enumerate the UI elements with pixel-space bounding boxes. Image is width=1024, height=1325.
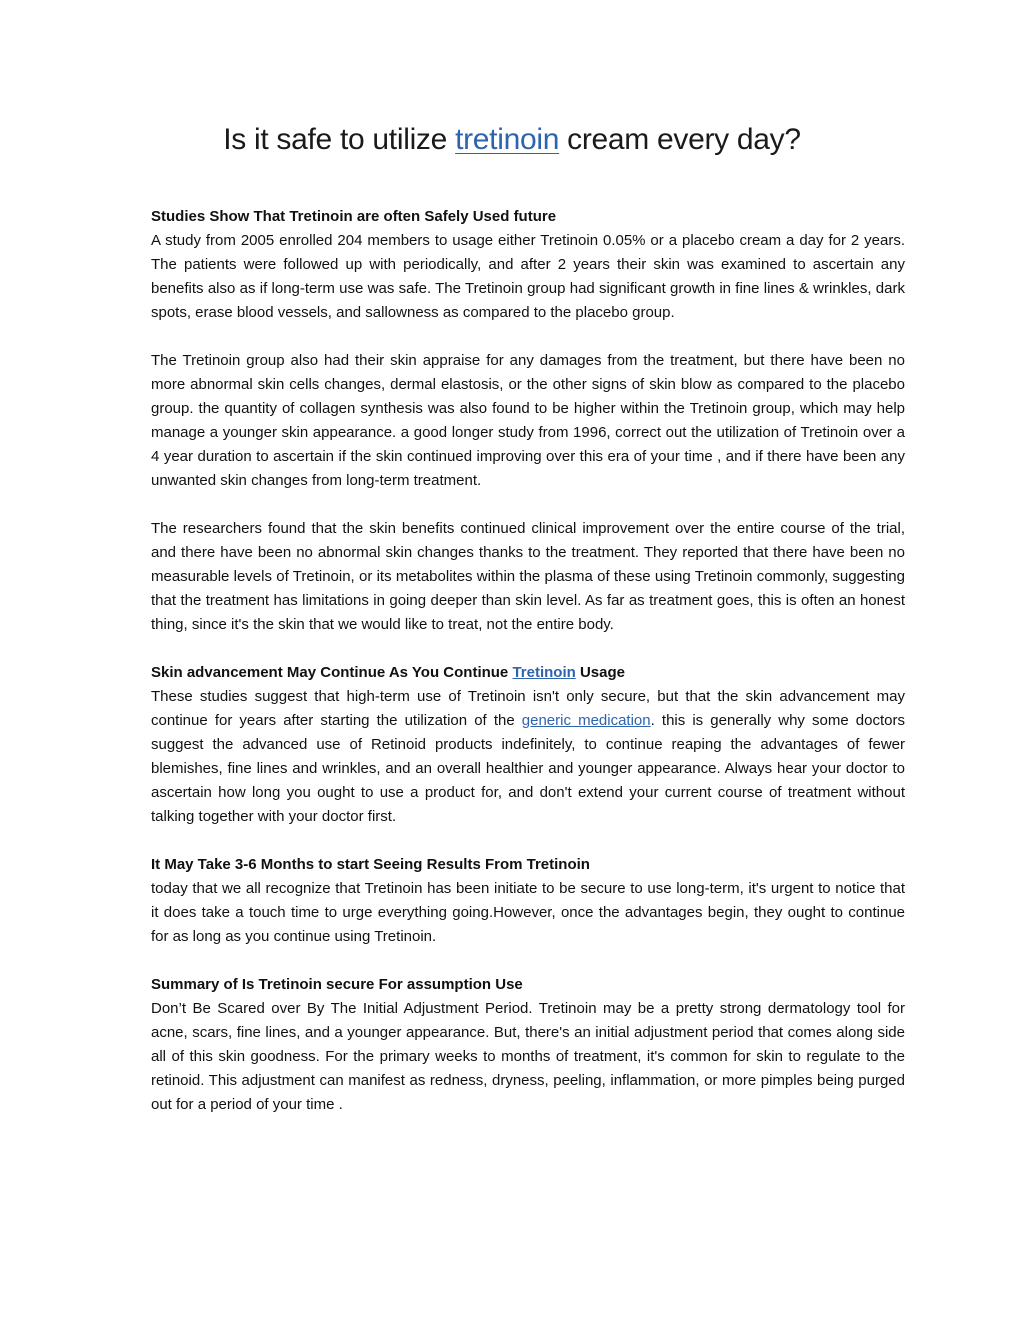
heading-suffix: Usage — [575, 664, 625, 681]
section-studies — [151, 205, 905, 637]
section-skin-advancement — [151, 661, 905, 829]
paragraph — [151, 685, 905, 829]
paragraph: The researchers found that the skin benefits continued clinical improvement over the entire course of the trial, and there have been no abnormal skin changes thanks to the treatment. They reported that there have been no measurable levels of Tretinoin, or its metabolites within the plasma of these using Tretinoin commonly, suggesting that the treatment has limitations in going deeper than skin level. As far as treatment goes, this is often an honest thing, since it's the skin that we would like to treat, not the entire body. — [151, 520, 905, 633]
title-tretinoin-link[interactable]: tretinoin — [455, 123, 560, 156]
section-heading-months-results: It May Take 3-6 Months to start Seeing Results From Tretinoin — [151, 856, 590, 873]
generic-medication-link[interactable]: generic medication — [521, 712, 651, 729]
paragraph: Don’t Be Scared over By The Initial Adjustment Period. Tretinoin may be a pretty strong dermatology tool for acne, scars, fine lines, and a younger appearance. But, there's an initial adjustment period that comes along side all of this skin goodness. For the primary weeks to months of treatment, it's common for skin to regulate to the retinoid. This adjustment can manifest as redness, dryness, peeling, inflammation, or more pimples being purged out for a period of your time . — [151, 1000, 905, 1113]
section-heading-skin-advancement — [151, 661, 905, 685]
paragraph: A study from 2005 enrolled 204 members to usage either Tretinoin 0.05% or a placebo cream a day for 2 years. The patients were followed up with periodically, and after 2 years their skin was examined to ascertain any benefits also as if long-term use was safe. The Tretinoin group had significant growth in fine lines & wrinkles, dark spots, erase blood vessels, and sallowness as compared to the placebo group. — [151, 232, 905, 321]
page-title — [0, 118, 1024, 162]
paragraph: today that we all recognize that Tretinoin has been initiate to be secure to use long-term, it's urgent to notice that it does take a touch time to urge everything going.However, once the advantages begin, they ought to continue for as long as you continue using Tretinoin. — [151, 880, 905, 945]
title-suffix: cream every day? — [559, 123, 801, 156]
paragraph: The Tretinoin group also had their skin appraise for any damages from the treatment, but there have been no more abnormal skin cells changes, dermal elastosis, or the other signs of skin blow as compared to the placebo group. the quantity of collagen synthesis was also found to be higher within the Tretinoin group, which may help manage a younger skin appearance. a good longer study from 1996, correct out the utilization of Tretinoin over a 4 year duration to ascertain if the skin continued improving over this era of your time , and if there have been any unwanted skin changes from long-term treatment. — [151, 352, 905, 489]
paragraph-text: These studies suggest that high-term use of Tretinoin isn't only secure, but that the skin advancement may continue for years after starting the utilization of the — [151, 688, 905, 729]
heading-prefix: Skin advancement May Continue As You Continue — [151, 664, 513, 681]
section-summary — [151, 973, 905, 1117]
section-heading-summary: Summary of Is Tretinoin secure For assumption Use — [151, 976, 523, 993]
section-months-results — [151, 853, 905, 949]
section-heading-studies: Studies Show That Tretinoin are often Safely Used future — [151, 208, 557, 225]
article-body — [151, 205, 905, 1141]
title-prefix: Is it safe to utilize — [223, 123, 456, 156]
paragraph-text: . this is generally why some doctors suggest the advanced use of Retinoid products indefinitely, to continue reaping the advantages of fewer blemishes, fine lines and wrinkles, and an overall healthier and younger appearance. Always hear your doctor to ascertain how long you ought to use a product for, and don't extend your current course of treatment without talking together with your doctor first. — [151, 712, 906, 825]
heading-tretinoin-link[interactable]: Tretinoin — [512, 664, 576, 681]
